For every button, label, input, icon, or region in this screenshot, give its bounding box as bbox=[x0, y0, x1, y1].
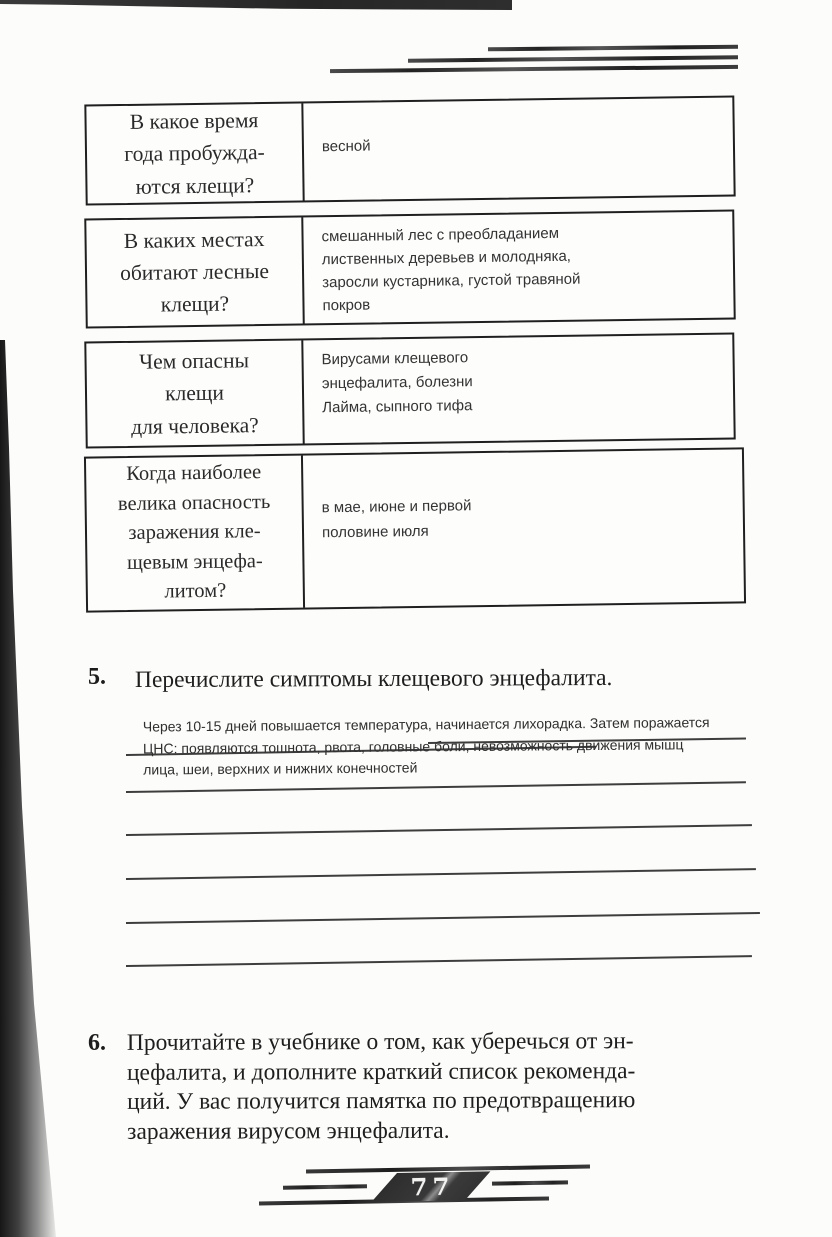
question-cell: В какое время года пробужда- ются клещи? bbox=[124, 108, 265, 199]
blank-answer-line[interactable] bbox=[126, 912, 760, 924]
qa-row-habitat bbox=[84, 209, 735, 328]
qa-row-danger bbox=[84, 332, 735, 448]
qa-row-wake-season bbox=[84, 95, 735, 205]
scan-artifact-top-band bbox=[0, 0, 512, 10]
header-decorative-line bbox=[330, 65, 738, 73]
exercise-5-answer-text: Через 10-15 дней повышается температура, начинается лихорадка. Затем поражается ЦНС: появляются тошнота, рвота, головные боли, невозможность движения мышц лица, шеи, верхних и нижних конечностей bbox=[142, 714, 710, 778]
question-cell: Когда наиболее велика опасность заражения кле- щевым энцефа- литом? bbox=[117, 461, 271, 603]
footer-decorative-line bbox=[283, 1184, 367, 1189]
answer-cell: в мае, июне и первой половине июля bbox=[301, 449, 744, 607]
header-decorative-line bbox=[408, 55, 738, 62]
blank-answer-line[interactable] bbox=[126, 868, 756, 880]
answer-cell: Вирусами клещевого энцефалита, болезни Лайма, сыпного тифа bbox=[301, 334, 733, 443]
page-number: 77 bbox=[410, 1172, 456, 1202]
blank-answer-line[interactable] bbox=[126, 781, 746, 793]
blank-answer-line[interactable] bbox=[126, 955, 752, 967]
answer-cell: смешанный лес с преобладанием лиственных деревьев и молодняка, заросли кустарника, густой травяной покров bbox=[301, 211, 733, 323]
question-cell: В каких местах обитают лесные клещи? bbox=[119, 226, 270, 317]
answer-cell: весной bbox=[301, 97, 733, 200]
scan-artifact-left-band bbox=[0, 340, 60, 1237]
blank-answer-line[interactable] bbox=[126, 824, 752, 836]
exercise-5-number: 5. bbox=[88, 664, 106, 690]
qa-row-infection-period bbox=[84, 447, 746, 612]
exercise-6-number: 6. bbox=[88, 1030, 106, 1056]
footer-decorative-line bbox=[492, 1180, 568, 1185]
exercise-5-title: Перечислите симптомы клещевого энцефалита. bbox=[134, 664, 613, 694]
exercise-6-title: Прочитайте в учебнике о том, как уберечься от эн- цефалита, и дополните краткий список рекоменда- ций. У вас получится памятка по предотвращению заражения вирусом энцефалита. bbox=[126, 1028, 636, 1145]
question-cell: Чем опасны клещи для человека? bbox=[131, 348, 259, 439]
header-decorative-line bbox=[488, 45, 738, 52]
